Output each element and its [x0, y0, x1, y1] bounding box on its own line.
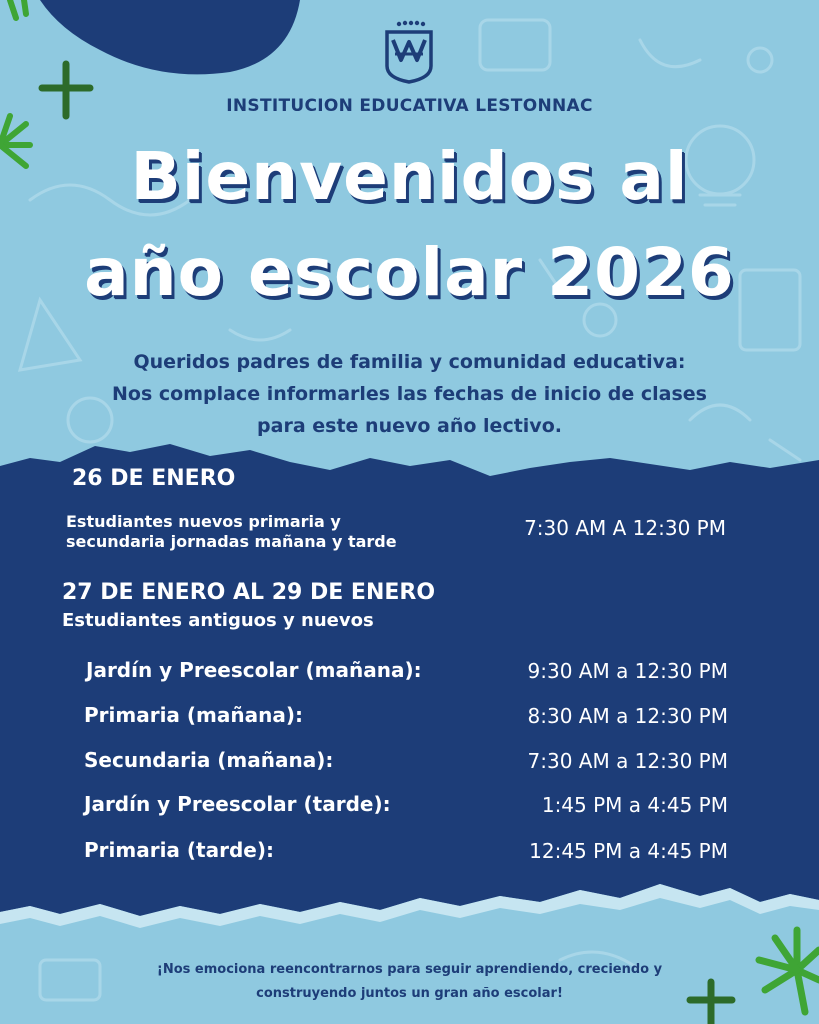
title-line-2: año escolar 2026: [84, 234, 735, 311]
schedule-row-label: Primaria (mañana):: [84, 703, 303, 727]
closing-line: ¡Nos emociona reencontrarnos para seguir aprendiendo, creciendo y: [156, 962, 663, 977]
intro-line: Nos complace informarles las fechas de inicio de clases: [112, 383, 707, 405]
intro-line: Queridos padres de familia y comunidad educativa:: [133, 351, 686, 373]
second-date: 27 DE ENERO AL 29 DE ENERO: [62, 580, 436, 605]
first-description: [66, 512, 397, 552]
first-date: 26 DE ENERO: [72, 466, 236, 491]
schedule-row-label: Primaria (tarde):: [84, 838, 274, 862]
second-subtitle: Estudiantes antiguos y nuevos: [62, 610, 374, 631]
schedule-row-label: Jardín y Preescolar (tarde):: [84, 792, 391, 816]
starburst-icon: [745, 920, 819, 1020]
closing-message: [80, 958, 739, 1006]
school-logo-icon: [383, 20, 435, 86]
schedule-row-time: 9:30 AM a 12:30 PM: [527, 659, 728, 683]
first-description-line: secundaria jornadas mañana y tarde: [66, 532, 397, 551]
schedule-row-time: 12:45 PM a 4:45 PM: [529, 839, 728, 863]
first-description-line: Estudiantes nuevos primaria y: [66, 512, 341, 531]
intro-text: [60, 346, 759, 442]
schedule-row-time: 1:45 PM a 4:45 PM: [541, 793, 728, 817]
title-line-1: Bienvenidos al: [130, 138, 689, 215]
schedule-row-label: Secundaria (mañana):: [84, 748, 334, 772]
schedule-row-time: 7:30 AM a 12:30 PM: [527, 749, 728, 773]
starburst-icon: [0, 0, 40, 30]
institution-name: INSTITUCION EDUCATIVA LESTONNAC: [226, 96, 593, 116]
schedule-row-label: Jardín y Preescolar (mañana):: [86, 658, 422, 682]
schedule-row-time: 8:30 AM a 12:30 PM: [527, 704, 728, 728]
first-time: 7:30 AM A 12:30 PM: [524, 516, 726, 540]
closing-line: construyendo juntos un gran año escolar!: [256, 986, 563, 1001]
intro-line: para este nuevo año lectivo.: [257, 415, 562, 437]
